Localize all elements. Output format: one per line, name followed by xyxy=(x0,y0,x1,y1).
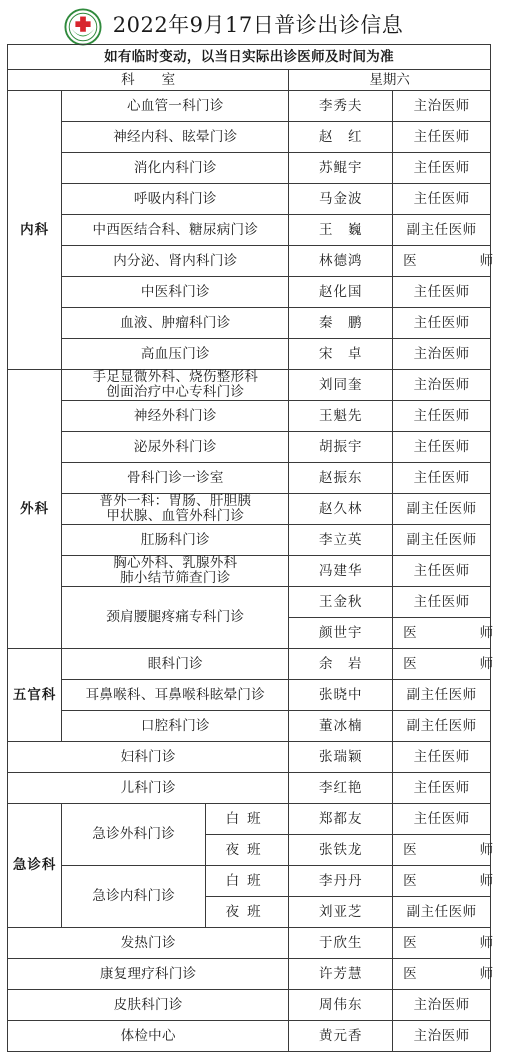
dept-cell: 颈肩腰腿疼痛专科门诊 xyxy=(62,587,289,649)
dept-cell: 急诊内科门诊 xyxy=(62,866,206,928)
doctor-cell: 周伟东 xyxy=(289,990,393,1021)
page-title: 2022年9月17日普诊出诊信息 xyxy=(112,13,404,37)
table-row xyxy=(8,91,491,122)
doctor-cell: 李立英 xyxy=(289,525,393,556)
doctor-cell: 赵化国 xyxy=(289,277,393,308)
title-cell: 主治医师 xyxy=(393,1021,491,1052)
doctor-cell: 张晓中 xyxy=(289,680,393,711)
table-row xyxy=(8,959,491,990)
shift-cell: 夜班 xyxy=(206,835,289,866)
table-row xyxy=(8,804,491,835)
dept-line: 普外一科：胃肠、肝胆胰 xyxy=(99,493,252,509)
dept-cell: 肛肠科门诊 xyxy=(62,525,289,556)
title-cell: 医 师 xyxy=(393,866,491,897)
doctor-cell: 赵久林 xyxy=(289,494,393,525)
title-cell: 主治医师 xyxy=(393,339,491,370)
doctor-cell: 张瑞颖 xyxy=(289,742,393,773)
table-row xyxy=(8,432,491,463)
doctor-cell: 董冰楠 xyxy=(289,711,393,742)
title-cell: 主任医师 xyxy=(393,742,491,773)
dept-line: 甲状腺、血管外科门诊 xyxy=(106,508,245,524)
dept-cell: 中医科门诊 xyxy=(62,277,289,308)
doctor-cell: 郑都友 xyxy=(289,804,393,835)
dept-line: 手足显微外科、烧伤整形科 xyxy=(92,369,259,385)
dept-cell: 体检中心 xyxy=(8,1021,289,1052)
header xyxy=(0,0,500,46)
dept-cell: 急诊外科门诊 xyxy=(62,804,206,866)
title-cell: 主任医师 xyxy=(393,277,491,308)
dept-cell: 发热门诊 xyxy=(8,928,289,959)
doctor-cell: 林德鸿 xyxy=(289,246,393,277)
dept-cell xyxy=(62,370,289,401)
table-row xyxy=(8,494,491,525)
schedule-table xyxy=(7,44,505,1052)
table-row xyxy=(8,525,491,556)
title-cell: 主任医师 xyxy=(393,804,491,835)
group-label-internal: 内科 xyxy=(8,91,62,370)
title-cell: 副主任医师 xyxy=(393,215,491,246)
table-row xyxy=(8,339,491,370)
doctor-cell: 冯建华 xyxy=(289,556,393,587)
doctor-cell: 宋 卓 xyxy=(289,339,393,370)
doctor-cell: 王 巍 xyxy=(289,215,393,246)
table-row xyxy=(8,711,491,742)
table-row xyxy=(8,277,491,308)
doctor-cell: 马金波 xyxy=(289,184,393,215)
table-row xyxy=(8,866,491,897)
title-cell: 副主任医师 xyxy=(393,525,491,556)
table-row xyxy=(8,1021,491,1052)
title-cell: 医 师 xyxy=(393,618,491,649)
doctor-cell: 李红艳 xyxy=(289,773,393,804)
title-cell: 主任医师 xyxy=(393,184,491,215)
dept-cell xyxy=(62,494,289,525)
table-row xyxy=(8,370,491,401)
dept-cell: 骨科门诊一诊室 xyxy=(62,463,289,494)
title-cell: 副主任医师 xyxy=(393,711,491,742)
shift-cell: 白班 xyxy=(206,866,289,897)
table-row xyxy=(8,990,491,1021)
title-cell: 主任医师 xyxy=(393,773,491,804)
dept-cell: 消化内科门诊 xyxy=(62,153,289,184)
dept-cell: 高血压门诊 xyxy=(62,339,289,370)
table-row xyxy=(8,153,491,184)
table-row xyxy=(8,773,491,804)
shift-cell: 白班 xyxy=(206,804,289,835)
title-cell: 副主任医师 xyxy=(393,494,491,525)
doctor-cell: 王金秋 xyxy=(289,587,393,618)
dept-cell: 康复理疗科门诊 xyxy=(8,959,289,990)
group-label-surgery: 外科 xyxy=(8,370,62,649)
doctor-cell: 于欣生 xyxy=(289,928,393,959)
hospital-logo xyxy=(64,8,102,46)
dept-cell: 妇科门诊 xyxy=(8,742,289,773)
title-cell: 主任医师 xyxy=(393,153,491,184)
title-cell: 主任医师 xyxy=(393,556,491,587)
doctor-cell: 刘亚芝 xyxy=(289,897,393,928)
doctor-cell: 王魁先 xyxy=(289,401,393,432)
dept-cell: 呼吸内科门诊 xyxy=(62,184,289,215)
table-row xyxy=(8,587,491,618)
doctor-cell: 苏鲲宇 xyxy=(289,153,393,184)
dept-line: 创面治疗中心专科门诊 xyxy=(106,384,245,400)
dept-cell: 心血管一科门诊 xyxy=(62,91,289,122)
title-cell: 医 师 xyxy=(393,649,491,680)
dept-cell: 皮肤科门诊 xyxy=(8,990,289,1021)
doctor-cell: 李秀夫 xyxy=(289,91,393,122)
shift-cell: 夜班 xyxy=(206,897,289,928)
group-label-emergency: 急诊科 xyxy=(8,804,62,928)
title-cell: 主治医师 xyxy=(393,91,491,122)
column-header-row xyxy=(8,70,491,91)
table-row xyxy=(8,215,491,246)
title-cell: 主任医师 xyxy=(393,463,491,494)
title-cell: 主治医师 xyxy=(393,990,491,1021)
title-cell: 主任医师 xyxy=(393,432,491,463)
dept-cell: 神经外科门诊 xyxy=(62,401,289,432)
table-row xyxy=(8,556,491,587)
doctor-cell: 许芳慧 xyxy=(289,959,393,990)
title-cell: 医 师 xyxy=(393,246,491,277)
title-cell: 医 师 xyxy=(393,835,491,866)
doctor-cell: 李丹丹 xyxy=(289,866,393,897)
table-row xyxy=(8,184,491,215)
doctor-cell: 刘同奎 xyxy=(289,370,393,401)
doctor-cell: 余 岩 xyxy=(289,649,393,680)
table-row xyxy=(8,742,491,773)
dept-cell xyxy=(62,556,289,587)
title-cell: 主任医师 xyxy=(393,122,491,153)
notice-text: 如有临时变动，以当日实际出诊医师及时间为准 xyxy=(8,45,491,70)
title-cell: 副主任医师 xyxy=(393,897,491,928)
table-row xyxy=(8,463,491,494)
table-row xyxy=(8,401,491,432)
table-row xyxy=(8,680,491,711)
dept-cell: 眼科门诊 xyxy=(62,649,289,680)
doctor-cell: 秦 鹏 xyxy=(289,308,393,339)
table-row xyxy=(8,928,491,959)
table-row xyxy=(8,308,491,339)
title-cell: 主任医师 xyxy=(393,587,491,618)
dept-cell: 儿科门诊 xyxy=(8,773,289,804)
group-label-eent: 五官科 xyxy=(8,649,62,742)
column-header-day: 星期六 xyxy=(289,70,491,91)
title-cell: 主任医师 xyxy=(393,401,491,432)
doctor-cell: 黄元香 xyxy=(289,1021,393,1052)
doctor-cell: 颜世宇 xyxy=(289,618,393,649)
title-cell: 副主任医师 xyxy=(393,680,491,711)
table-row xyxy=(8,246,491,277)
title-cell: 主治医师 xyxy=(393,370,491,401)
dept-cell: 耳鼻喉科、耳鼻喉科眩晕门诊 xyxy=(62,680,289,711)
column-header-department: 科 室 xyxy=(8,70,289,91)
table-row xyxy=(8,122,491,153)
dept-line: 胸心外科、乳腺外科 xyxy=(113,555,238,571)
notice-row xyxy=(8,45,491,70)
title-cell: 医 师 xyxy=(393,928,491,959)
doctor-cell: 张铁龙 xyxy=(289,835,393,866)
table-row xyxy=(8,649,491,680)
dept-cell: 中西医结合科、糖尿病门诊 xyxy=(62,215,289,246)
dept-cell: 泌尿外科门诊 xyxy=(62,432,289,463)
doctor-cell: 赵 红 xyxy=(289,122,393,153)
doctor-cell: 赵振东 xyxy=(289,463,393,494)
dept-cell: 血液、肿瘤科门诊 xyxy=(62,308,289,339)
dept-cell: 神经内科、眩晕门诊 xyxy=(62,122,289,153)
title-cell: 主任医师 xyxy=(393,308,491,339)
doctor-cell: 胡振宇 xyxy=(289,432,393,463)
dept-cell: 内分泌、肾内科门诊 xyxy=(62,246,289,277)
dept-cell: 口腔科门诊 xyxy=(62,711,289,742)
title-cell: 医 师 xyxy=(393,959,491,990)
dept-line: 肺小结节筛查门诊 xyxy=(120,570,231,586)
